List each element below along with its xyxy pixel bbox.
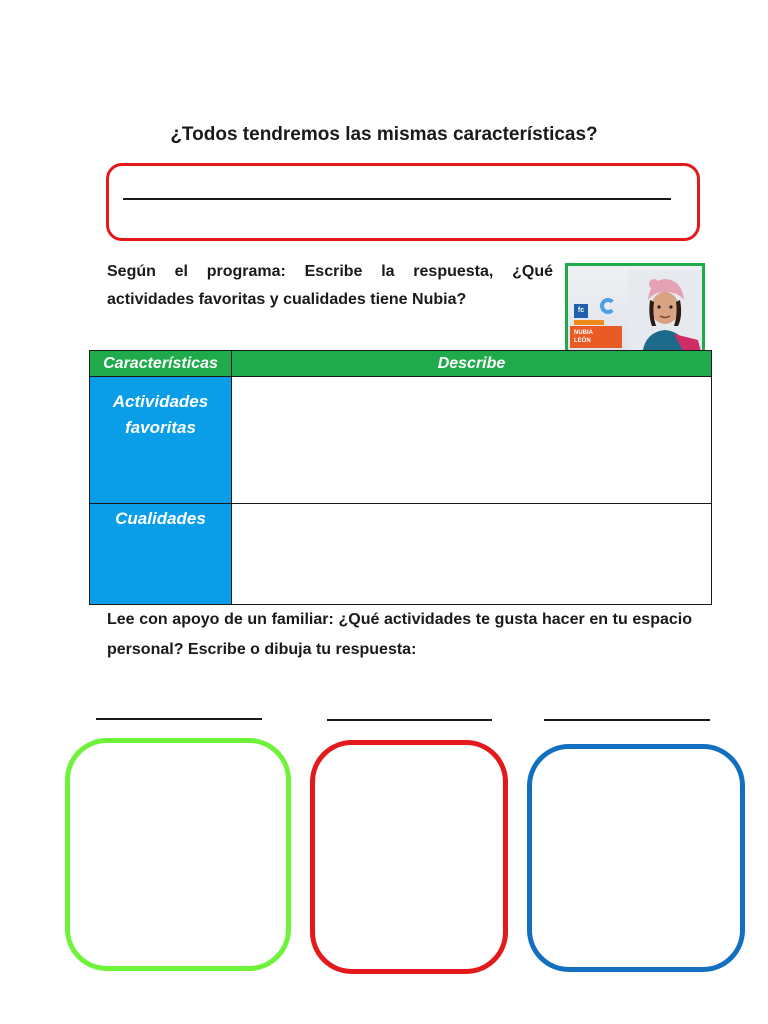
page-title: ¿Todos tendremos las mismas características?: [170, 124, 598, 145]
row-label-actividades: Actividades favoritas: [90, 377, 232, 504]
answer-line: [123, 198, 671, 200]
header-caracteristicas: Características: [90, 351, 232, 377]
title-line-3[interactable]: [544, 719, 710, 721]
arc-logo-icon: [600, 298, 616, 314]
prompt-nubia: Según el programa: Escribe la respuesta, ¿Qué actividades favoritas y cualidades tiene Nubia?: [107, 263, 553, 308]
name-tag: NUBIA LEÓN: [570, 326, 622, 348]
characteristics-table: [89, 350, 712, 605]
title-line-2[interactable]: [327, 719, 492, 721]
header-describe: Describe: [232, 351, 712, 377]
cell-actividades-answer[interactable]: [232, 377, 712, 504]
girl-portrait-icon: [628, 270, 702, 356]
drawing-box-green[interactable]: [65, 738, 291, 971]
video-thumbnail[interactable]: [565, 263, 705, 356]
cell-cualidades-answer[interactable]: [232, 504, 712, 605]
thumb-tag: [574, 320, 604, 325]
prompt-espacio-personal: Lee con apoyo de un familiar: ¿Qué actividades te gusta hacer en tu espacio personal? Escribe o dibuja tu respuesta:: [107, 611, 692, 658]
row-label-cualidades: Cualidades: [90, 504, 232, 605]
drawing-box-red[interactable]: [310, 740, 508, 974]
drawing-box-blue[interactable]: [527, 744, 745, 972]
answer-box[interactable]: [106, 163, 700, 241]
title-line-1[interactable]: [96, 718, 262, 720]
channel-logo-icon: fc: [574, 304, 588, 318]
